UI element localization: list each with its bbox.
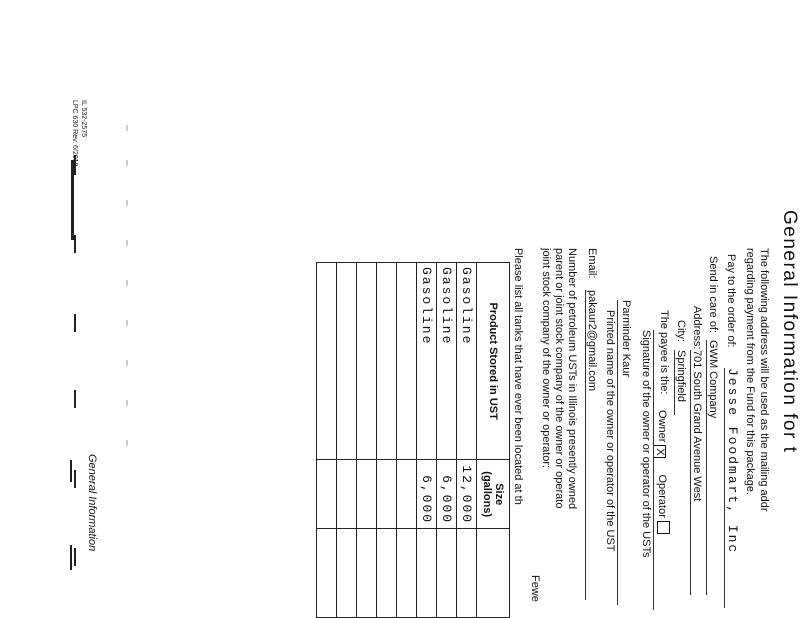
product-cell: Gasoline <box>457 263 477 460</box>
scan-mark <box>70 545 72 570</box>
size-cell <box>317 460 337 529</box>
footer-doc-title: General Information <box>86 454 98 552</box>
size-cell: 6,000 <box>417 460 437 529</box>
tank-table <box>316 262 510 618</box>
scan-mark <box>74 390 76 408</box>
extra-cell <box>337 529 357 618</box>
size-cell <box>397 460 417 529</box>
scan-mark <box>74 470 76 488</box>
intro-line-2: regarding payment from the Fund for this package. <box>744 248 756 496</box>
form-title: General Information for t <box>779 210 800 454</box>
scan-mark <box>74 235 76 253</box>
count-line-1: Number of petroleum USTs in Illinois presently owned <box>566 248 578 510</box>
product-cell: Gasoline <box>417 263 437 460</box>
email-label: Email: <box>586 248 598 279</box>
size-cell <box>337 460 357 529</box>
fewer-label: Fewe <box>529 575 541 602</box>
city-label: City: <box>675 320 687 342</box>
product-cell: Gasoline <box>437 263 457 460</box>
signature-caption: Signature of the owner or operator of the USTs <box>640 330 652 558</box>
signature-line <box>653 330 654 610</box>
extra-cell <box>417 529 437 618</box>
extra-cell <box>357 529 377 618</box>
table-row <box>317 263 337 618</box>
header-extra <box>477 529 510 618</box>
payee-options <box>653 410 670 537</box>
pay-to-label: Pay to the order of: <box>725 254 737 348</box>
product-cell <box>377 263 397 460</box>
product-cell <box>397 263 417 460</box>
printed-name-line <box>617 300 618 605</box>
size-cell: 6,000 <box>437 460 457 529</box>
send-care-field: GWM Company <box>706 340 719 595</box>
extra-cell <box>377 529 397 618</box>
city-field: Springfield <box>674 350 687 415</box>
form-rev: LPC 630 Rev. 6/2018 <box>71 100 78 167</box>
scan-mark <box>126 360 128 366</box>
send-care-label: Send in care of: <box>707 256 719 334</box>
table-row <box>437 263 457 618</box>
extra-cell <box>437 529 457 618</box>
scan-mark <box>70 460 72 482</box>
scan-mark <box>74 314 76 332</box>
table-row <box>357 263 377 618</box>
scan-mark <box>74 548 76 566</box>
payee-label: The payee is the: <box>658 310 670 395</box>
size-cell <box>377 460 397 529</box>
printed-name: Parminder Kaur <box>620 300 632 378</box>
tank-table-header <box>477 263 510 618</box>
header-product: Product Stored in UST <box>477 263 510 460</box>
count-line-3: joint stock company of the owner or operator: <box>540 248 552 469</box>
address-field: 701 South Grand Avenue West <box>690 350 703 595</box>
scan-mark <box>126 320 128 326</box>
table-row <box>337 263 357 618</box>
table-row <box>417 263 437 618</box>
scan-mark <box>126 160 128 166</box>
owner-checkbox[interactable]: X <box>653 445 666 458</box>
scan-mark <box>126 125 128 131</box>
scan-mark <box>126 280 128 286</box>
form-id: IL 532-2575 <box>80 100 87 138</box>
product-cell <box>337 263 357 460</box>
intro-line-1: The following address will be used as the mailing addr <box>758 248 770 512</box>
owner-label: Owner <box>656 410 668 443</box>
scan-mark <box>126 240 128 246</box>
pay-to-field: Jesse Foodmart, Inc <box>724 368 740 608</box>
address-label: Address: <box>691 306 703 350</box>
extra-cell <box>457 529 477 618</box>
table-row <box>397 263 417 618</box>
header-size: Size (gallons) <box>477 460 510 529</box>
email-field: pakaur2@gmail.com <box>585 290 598 600</box>
operator-checkbox[interactable] <box>657 521 670 534</box>
product-cell <box>357 263 377 460</box>
size-cell <box>357 460 377 529</box>
scan-mark <box>126 200 128 206</box>
scan-mark <box>71 160 74 240</box>
table-row <box>377 263 397 618</box>
count-line-2: parent or joint stock company of the owner or operato <box>553 248 565 509</box>
extra-cell <box>397 529 417 618</box>
scan-mark <box>126 400 128 406</box>
table-row <box>457 263 477 618</box>
tanks-intro: Please list all tanks that have ever been located at th <box>512 248 524 505</box>
product-cell <box>317 263 337 460</box>
scan-mark <box>126 440 128 446</box>
form-footer-id <box>70 100 88 166</box>
operator-label: Operator <box>656 474 668 518</box>
printed-name-caption: Printed name of the owner or operator of the UST <box>604 310 616 552</box>
size-cell: 12,000 <box>457 460 477 529</box>
extra-cell <box>317 529 337 618</box>
